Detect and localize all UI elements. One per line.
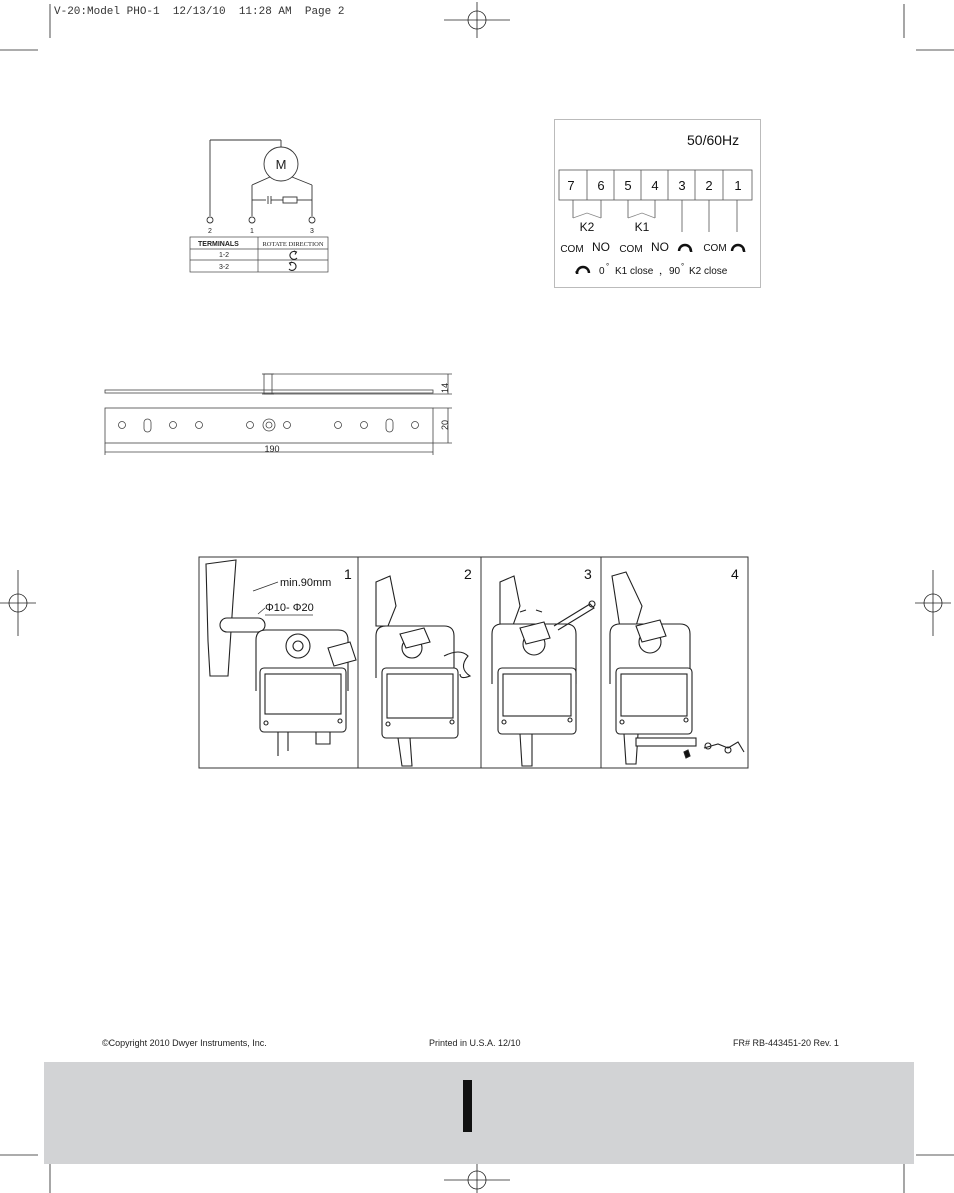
min-length-label: min.90mm [280, 577, 332, 589]
bottom-gray-band [44, 1062, 914, 1164]
note-k2-close: K2 close [689, 266, 728, 277]
installation-steps-panel [198, 556, 750, 771]
note-k1-close: K1 close [615, 266, 654, 277]
terminal-3: 3 [678, 178, 686, 193]
motor-wiring-diagram [188, 130, 338, 275]
contact-no-2: NO [651, 240, 669, 254]
table-row-1-terminals: 1-2 [218, 252, 230, 259]
registration-mark-bottom [444, 1162, 510, 1193]
relay-k1-label: K1 [634, 220, 650, 234]
table-header-rotate-direction: ROTATE DIRECTION [262, 241, 324, 248]
step-number-1: 1 [344, 566, 352, 582]
registration-mark-top [444, 2, 510, 38]
contact-com-3: COM [703, 243, 727, 254]
step-number-4: 4 [731, 566, 739, 582]
note-separator: ， [659, 266, 669, 277]
note-degree-mark-2: ° [681, 262, 685, 271]
rotate-arrow-icon [732, 245, 744, 251]
printed-in-text: Printed in U.S.A. 12/10 [429, 1038, 521, 1048]
contact-com-1: COM [560, 244, 584, 255]
step-1-illustration [206, 560, 356, 756]
relay-k2-label: K2 [579, 220, 595, 234]
terminal-label-1: 1 [250, 228, 254, 235]
printer-slug-line: V-20:Model PHO-1 12/13/10 11:28 AM Page 2 [54, 6, 345, 18]
clockwise-arrow-icon [289, 262, 296, 270]
dimension-height: 20 [440, 419, 450, 431]
note-degree-mark-1: ° [606, 262, 610, 271]
terminal-6: 6 [597, 178, 605, 193]
terminal-1: 1 [734, 178, 742, 193]
counterclockwise-arrow-icon [290, 251, 297, 259]
terminal-5: 5 [624, 178, 632, 193]
step-2-illustration [376, 576, 470, 766]
contact-com-2: COM [619, 244, 643, 255]
note-angle-90: 90 [669, 266, 681, 277]
form-number-text: FR# RB-443451-20 Rev. 1 [733, 1038, 839, 1048]
step-4-illustration [610, 572, 744, 764]
copyright-text: ©Copyright 2010 Dwyer Instruments, Inc. [102, 1038, 267, 1048]
motor-label: M [275, 157, 287, 172]
table-row-2-terminals: 3-2 [218, 264, 230, 271]
terminal-7: 7 [567, 178, 575, 193]
dimension-length: 190 [264, 444, 280, 454]
registration-mark-right [915, 570, 951, 636]
shaft-diameter-label: Φ10- Φ20 [265, 602, 314, 614]
mounting-bracket-drawing [100, 362, 460, 462]
rotate-arrow-icon [679, 245, 691, 251]
step-number-2: 2 [464, 566, 472, 582]
terminal-label-2: 2 [208, 228, 212, 235]
table-header-terminals: TERMINALS [198, 241, 239, 248]
rotate-arrow-icon [577, 267, 589, 273]
terminal-block-graphics [555, 120, 760, 287]
terminal-label-3: 3 [310, 228, 314, 235]
registration-mark-left [0, 570, 36, 636]
dimension-thickness: 14 [440, 382, 450, 394]
step-number-3: 3 [584, 566, 592, 582]
terminal-4: 4 [651, 178, 659, 193]
terminal-block-diagram [554, 119, 761, 288]
note-angle-0: 0 [599, 266, 605, 277]
black-tab-mark [463, 1080, 472, 1132]
contact-no-1: NO [592, 240, 610, 254]
terminal-2: 2 [705, 178, 713, 193]
step-3-illustration [492, 576, 595, 766]
frequency-label: 50/60Hz [687, 132, 740, 148]
